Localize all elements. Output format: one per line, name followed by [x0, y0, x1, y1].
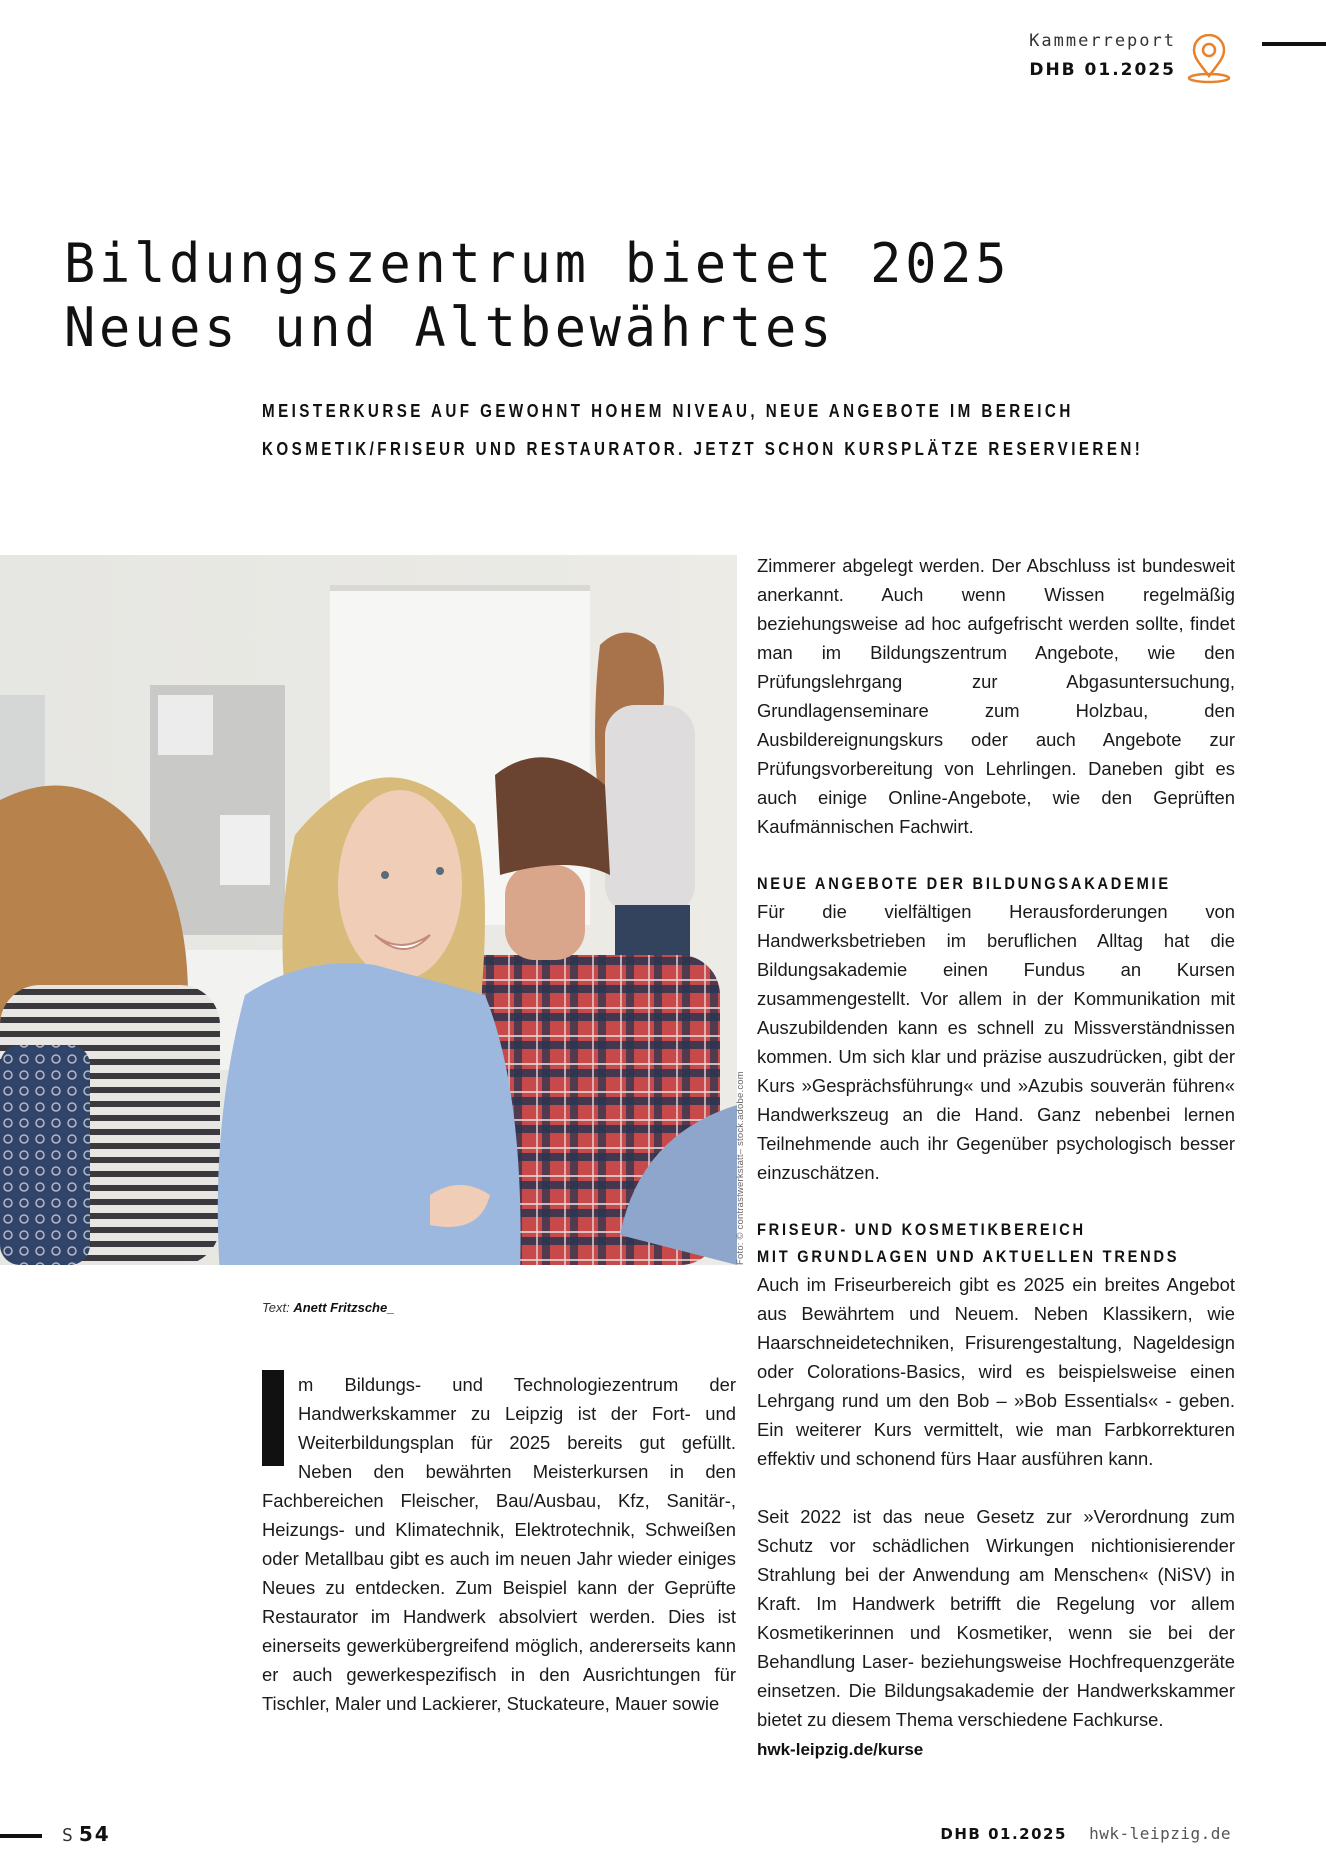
footer-rule	[0, 1834, 42, 1838]
dropcap-letter-i	[262, 1370, 284, 1466]
page-prefix: S	[62, 1825, 73, 1846]
lead-paragraph: m Bildungs- und Technologiezentrum der Handwerkskammer zu Leipzig ist der Fort- und Weiterbildungsplan für 2025 bereits gut gefüllt. Neben den bewährten Meisterkursen in den Fachbereichen Fleischer, Bau/Ausbau, Kfz, Sanitär-, Heizungs- und Klimatechnik, Elektrotechnik, Schweißen oder Metallbau gibt es auch im neuen Jahr wieder einiges Neues zu entdecken. Zum Beispiel kann der Geprüfte Restaurator im Handwerk absolviert werden. Dies ist einerseits gewerkübergreifend möglich, andererseits kann er auch gewerkespezifisch in den Ausrichtungen für Tischler, Maler und Lackierer, Stuckateure, Mauer sowie	[262, 1374, 736, 1714]
byline	[262, 1300, 394, 1315]
header-rule	[1262, 42, 1326, 46]
footer-url[interactable]: hwk-leipzig.de	[1089, 1824, 1231, 1843]
article-subtitle	[262, 392, 1144, 468]
article-title	[64, 232, 1010, 360]
left-column	[262, 1370, 736, 1718]
classroom-photo-illustration	[0, 555, 737, 1265]
section-kicker: Kammerreport	[1029, 31, 1176, 51]
byline-author: Anett Fritzsche_	[293, 1300, 395, 1315]
footer-right	[940, 1824, 1231, 1844]
subtitle-line-1: MEISTERKURSE AUF GEWOHNT HOHEM NIVEAU, NEUE ANGEBOTE IM BEREICH	[262, 400, 1074, 421]
section-body-nisv: Seit 2022 ist das neue Gesetz zur »Verordnung zum Schutz vor schädlichen Wirkungen nichtionisierender Strahlung bei der Anwendung am Menschen« (NiSV) in Kraft. Im Handwerk betrifft die Regelung vor allem Kosmetikerinnen und Kosmetiker, wenn sie bei der Behandlung Laser- beziehungsweise Hochfrequenzgeräte einsetzen. Die Bildungsakademie der Handwerkskammer bietet zu diesem Thema verschiedene Fachkurse.	[757, 1506, 1235, 1730]
section-heading-friseur-line-2: MIT GRUNDLAGEN UND AKTUELLEN TRENDS	[757, 1247, 1180, 1266]
title-line-2: Neues und Altbewährtes	[64, 296, 836, 359]
title-line-1: Bildungszentrum bietet 2025	[64, 232, 1011, 295]
section-body-friseur: Auch im Friseurbereich gibt es 2025 ein breites Angebot aus Bewährtem und Neuem. Neben Klassikern, wie Haarschneidetechniken, Frisurengestaltung, Nageldesign oder Colorations-Basics, wird es beispielsweise einen Lehrgang rund um den Bob – »Bob Essentials« - geben. Ein weiterer Kurs vermittelt, wie man Farbkorrekturen effektiv und schonend fürs Haar ausführen kann.	[757, 1274, 1235, 1469]
page-number	[62, 1822, 111, 1846]
courses-link[interactable]: hwk-leipzig.de/kurse	[757, 1740, 924, 1759]
photo-credit: Foto: © contrastwerkstatt– stock.adobe.com	[735, 1071, 746, 1265]
section-heading-friseur-line-1: FRISEUR- UND KOSMETIKBEREICH	[757, 1220, 1086, 1239]
location-pin-icon	[1186, 34, 1232, 84]
subtitle-line-2: KOSMETIK/FRISEUR UND RESTAURATOR. JETZT SCHON KURSPLÄTZE RESERVIEREN!	[262, 438, 1144, 459]
footer-issue: DHB 01.2025	[940, 1825, 1067, 1843]
page-number-value: 54	[78, 1822, 111, 1846]
article-photo	[0, 555, 737, 1265]
continued-paragraph: Zimmerer abgelegt werden. Der Abschluss ist bundesweit anerkannt. Auch wenn Wissen regelmäßig beziehungsweise ad hoc aufgefrischt werden sollte, findet man im Bildungszentrum Angebote, wie den Prüfungslehrgang zur Abgasuntersuchung, Grundlagenseminare zum Holzbau, den Ausbildereignungskurs oder auch Angebote zur Prüfungsvorbereitung von Lehrlingen. Daneben gibt es auch einige Online-Angebote, wie den Geprüften Kaufmännischen Fachwirt.	[757, 555, 1235, 837]
section-body-bildungsakademie: Für die vielfältigen Herausforderungen von Handwerksbetrieben im beruflichen Alltag hat die Bildungsakademie einen Fundus an Kursen zusammengestellt. Vor allem in der Kommunikation mit Auszubildenden kann es schnell zu Missverständnissen kommen. Um sich klar und präzise auszudrücken, gibt der Kurs »Gesprächsführung« und »Azubis souverän führen« Handwerkszeug an die Hand. Ganz nebenbei lernen Teilnehmende auch ihr Gegenüber psychologisch besser einzuschätzen.	[757, 901, 1235, 1183]
byline-label: Text:	[262, 1300, 290, 1315]
right-column	[757, 551, 1235, 1764]
issue-label: DHB 01.2025	[1029, 60, 1176, 80]
section-heading-bildungsakademie: NEUE ANGEBOTE DER BILDUNGSAKADEMIE	[757, 874, 1171, 893]
